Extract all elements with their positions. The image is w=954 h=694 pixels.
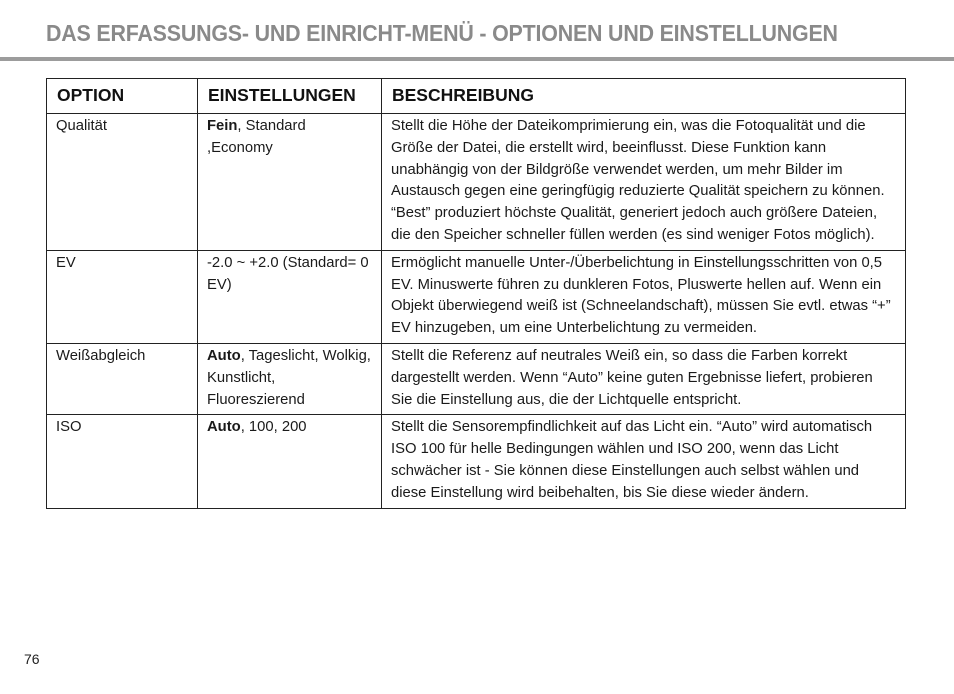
default-setting: Auto <box>207 419 241 436</box>
options-table <box>46 78 906 509</box>
column-header-settings: EINSTELLUNGEN <box>198 79 382 114</box>
option-cell: EV <box>47 250 198 343</box>
option-cell: Weißabgleich <box>47 343 198 414</box>
description-cell: Stellt die Höhe der Dateikomprimierung ein, was die Fotoqualität und die Größe der Datei, die erstellt wird, beeinflusst. Diese Funktion kann unabhängig von der Bildgröße verwendet werden, um mehr Bilder im Austausch gegen eine geringfügig reduzierte Qualität speichern zu können. “Best” produziert höchste Qualität, generiert jedoch auch größere Dateien, die den Speicher schneller füllen werden (es sind weniger Fotos möglich). <box>382 114 906 251</box>
settings-cell <box>198 250 382 343</box>
table-row <box>47 415 906 508</box>
settings-cell <box>198 415 382 508</box>
column-header-description: BESCHREIBUNG <box>382 79 906 114</box>
table-row <box>47 250 906 343</box>
settings-text: , 100, 200 <box>240 419 307 436</box>
settings-text: , Tageslicht, Wolkig, Kunstlicht, Fluoreszierend <box>207 347 371 408</box>
description-cell: Stellt die Referenz auf neutrales Weiß ein, so dass die Farben korrekt dargestellt werden. Wenn “Auto” keine guten Ergebnisse liefert, probieren Sie die Einstellung aus, die der Lichtquelle entspricht. <box>382 343 906 414</box>
option-cell: Qualität <box>47 114 198 251</box>
option-cell: ISO <box>47 415 198 508</box>
column-header-option: OPTION <box>47 79 198 114</box>
table-row <box>47 343 906 414</box>
page-number: 76 <box>24 651 40 667</box>
default-setting: Auto <box>207 347 241 364</box>
page-title: DAS ERFASSUNGS- UND EINRICHT-MENÜ - OPTIONEN UND EINSTELLUNGEN <box>46 20 838 46</box>
header-rule <box>0 57 954 61</box>
description-cell: Ermöglicht manuelle Unter-/Überbelichtung in Einstellungsschritten von 0,5 EV. Minuswerte führen zu dunkleren Fotos, Pluswerte hellen auf. Wenn ein Objekt überwiegend weiß ist (Schneelandschaft), müssen Sie evtl. etwas “+” EV hinzugeben, um eine Unterbelichtung zu vermeiden. <box>382 250 906 343</box>
default-setting: Fein <box>207 118 238 134</box>
settings-text: , Standard ,Economy <box>207 118 306 156</box>
description-cell: Stellt die Sensorempfindlichkeit auf das Licht ein. “Auto” wird automatisch ISO 100 für helle Bedingungen wählen und ISO 200, wenn das Licht schwächer ist - Sie können diese Einstellungen auch selbst wählen und diese Einstellung wird beibehalten, bis Sie diese wieder ändern. <box>382 415 906 508</box>
table-header-row <box>47 79 906 114</box>
settings-text: -2.0 ~ +2.0 (Standard= 0 EV) <box>207 254 369 293</box>
settings-cell <box>198 343 382 414</box>
table-row <box>47 114 906 251</box>
settings-cell <box>198 114 382 251</box>
